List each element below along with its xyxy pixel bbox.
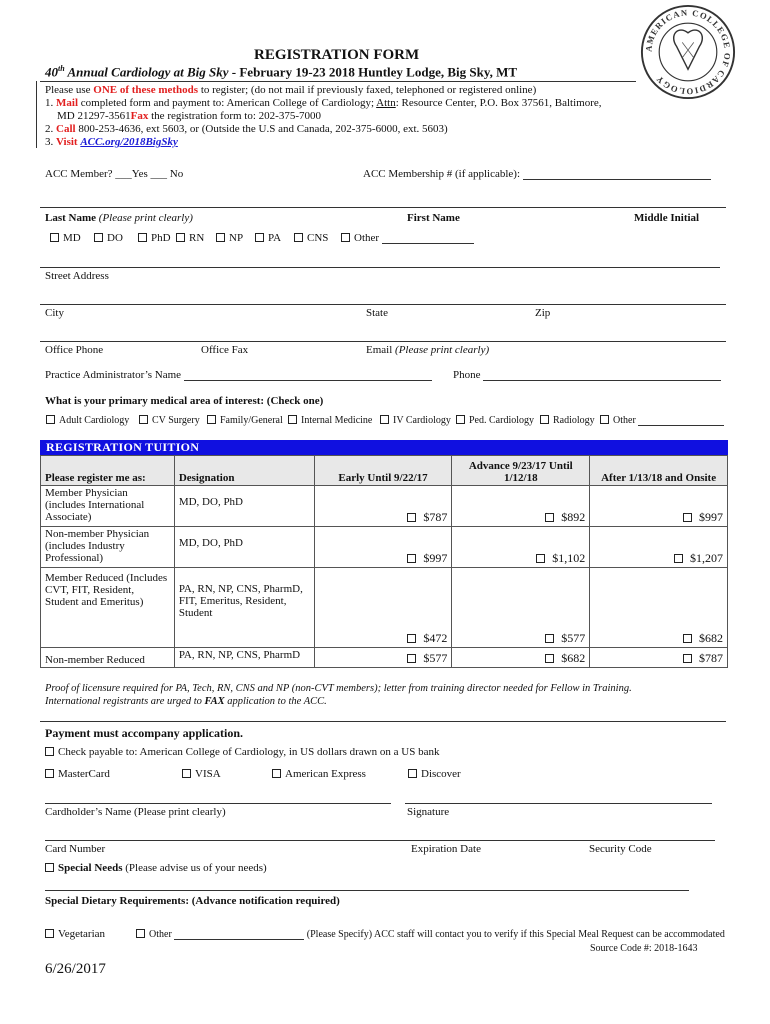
acc-membership-label: ACC Membership # (if applicable): [363, 168, 711, 180]
zip-label: Zip [535, 307, 551, 319]
payment-heading: Payment must accompany application. [45, 726, 243, 740]
card-mastercard[interactable]: MasterCard [45, 768, 110, 780]
card-amex[interactable]: American Express [272, 768, 366, 780]
header-designation: Designation [174, 456, 314, 486]
office-fax-label: Office Fax [201, 344, 249, 356]
interest-iv-cardiology[interactable]: IV Cardiology [380, 415, 451, 426]
table-row: Member Reduced (Includes CVT, FIT, Resident, Student and Emeritus) PA, RN, NP, CNS, PharmD, FIT, Emeritus, Resident, Student $472 $577 $682 [41, 568, 728, 648]
expiration-date-label: Expiration Date [411, 843, 481, 855]
degree-np[interactable]: NP [216, 232, 243, 244]
price-option[interactable]: $787 [314, 486, 452, 527]
degree-pa[interactable]: PA [255, 232, 281, 244]
price-option[interactable]: $577 [314, 648, 452, 668]
header-early: Early Until 9/22/17 [314, 456, 452, 486]
phone-field[interactable] [483, 371, 721, 381]
interest-adult-cardiology[interactable]: Adult Cardiology [46, 415, 129, 426]
interest-ped-cardiology[interactable]: Ped. Cardiology [456, 415, 534, 426]
last-name-label: Last Name (Please print clearly) [45, 212, 193, 224]
licensure-note: Proof of licensure required for PA, Tech, RN, CNS and NP (non-CVT members); letter from training director needed for Fellow in Training. [45, 683, 632, 694]
phone-label: Phone [453, 369, 721, 381]
acc-link[interactable]: ACC.org/2018BigSky [80, 136, 178, 148]
practice-admin-label: Practice Administrator’s Name [45, 369, 432, 381]
table-row: Non-member Reduced PA, RN, NP, CNS, PharmD $577 $682 $787 [41, 648, 728, 668]
card-number-label: Card Number [45, 843, 106, 855]
instructions-mail: 1. Mail completed form and payment to: American College of Cardiology; Attn: Resource Center, P.O. Box 37561, Baltimore, [45, 97, 602, 109]
check-option[interactable]: Check payable to: American College of Cardiology, in US dollars drawn on a US bank [45, 746, 439, 758]
interest-other[interactable]: Other [600, 415, 724, 426]
special-needs-option[interactable]: Special Needs (Please advise us of your needs) [45, 862, 267, 874]
form-date: 6/26/2017 [45, 961, 106, 977]
price-option[interactable]: $1,207 [590, 527, 728, 568]
header-after: After 1/13/18 and Onsite [590, 456, 728, 486]
source-code: Source Code #: 2018-1643 [590, 943, 698, 954]
price-option[interactable]: $472 [314, 568, 452, 648]
instructions-fax: MD 21297-3561Fax the registration form to: 202-375-7000 [57, 110, 321, 122]
acc-member-question[interactable]: ACC Member? ___Yes ___ No [45, 168, 184, 180]
header-advance: Advance 9/23/17 Until 1/12/18 [452, 456, 590, 486]
office-phone-label: Office Phone [45, 344, 104, 356]
degree-phd[interactable]: PhD [138, 232, 171, 244]
state-label: State [366, 307, 388, 319]
interest-family-general[interactable]: Family/General [207, 415, 283, 426]
price-option[interactable]: $892 [452, 486, 590, 527]
interest-question: What is your primary medical area of interest: (Check one) [45, 395, 324, 407]
degree-do[interactable]: DO [94, 232, 123, 244]
interest-internal-medicine[interactable]: Internal Medicine [288, 415, 372, 426]
acc-seal-logo [640, 4, 736, 100]
membership-number-field[interactable] [523, 170, 711, 180]
price-option[interactable]: $682 [452, 648, 590, 668]
practice-admin-field[interactable] [184, 371, 432, 381]
price-option[interactable]: $1,102 [452, 527, 590, 568]
price-option[interactable]: $787 [590, 648, 728, 668]
table-row: Non-member Physician (includes Industry Professional) MD, DO, PhD $997 $1,102 $1,207 [41, 527, 728, 568]
price-option[interactable]: $577 [452, 568, 590, 648]
degree-cns[interactable]: CNS [294, 232, 328, 244]
diet-vegetarian[interactable]: Vegetarian [45, 928, 105, 940]
dietary-heading: Special Dietary Requirements: (Advance notification required) [45, 895, 340, 907]
table-row: Member Physician (includes International Associate) MD, DO, PhD $787 $892 $997 [41, 486, 728, 527]
fax-note: International registrants are urged to FAX application to the ACC. [45, 696, 327, 707]
svg-text:AMERICAN COLLEGE OF CARDIOLOGY: AMERICAN COLLEGE OF CARDIOLOGY [643, 7, 733, 97]
signature-label: Signature [407, 806, 450, 818]
city-label: City [45, 307, 64, 319]
event-subtitle: 40th Annual Cardiology at Big Sky - February 19-23 2018 Huntley Lodge, Big Sky, MT [45, 64, 518, 80]
form-title: REGISTRATION FORM [254, 47, 420, 63]
price-option[interactable]: $997 [314, 527, 452, 568]
interest-cv-surgery[interactable]: CV Surgery [139, 415, 200, 426]
email-label: Email (Please print clearly) [366, 344, 490, 356]
degree-md[interactable]: MD [50, 232, 81, 244]
card-visa[interactable]: VISA [182, 768, 221, 780]
price-option[interactable]: $997 [590, 486, 728, 527]
cardholder-name-label: Cardholder’s Name (Please print clearly) [45, 806, 226, 818]
first-name-label: First Name [407, 212, 460, 224]
interest-radiology[interactable]: Radiology [540, 415, 595, 426]
card-discover[interactable]: Discover [408, 768, 461, 780]
degree-other[interactable]: Other [341, 232, 474, 244]
header-register-as: Please register me as: [41, 456, 175, 486]
registration-tuition-banner: REGISTRATION TUITION [40, 440, 728, 455]
street-address-label: Street Address [45, 270, 109, 282]
degree-rn[interactable]: RN [176, 232, 204, 244]
tuition-table [40, 455, 728, 668]
instructions-line-1: Please use ONE of these methods to register; (do not mail if previously faxed, telephoned or registered online) [45, 84, 537, 96]
security-code-label: Security Code [589, 843, 652, 855]
middle-initial-label: Middle Initial [634, 212, 700, 224]
diet-other[interactable]: Other (Please Specify) ACC staff will contact you to verify if this Special Meal Request can be accommodated [136, 929, 725, 940]
instructions-visit: 3. Visit ACC.org/2018BigSky [45, 136, 178, 148]
price-option[interactable]: $682 [590, 568, 728, 648]
instructions-call: 2. Call 800-253-4636, ext 5603, or (Outside the U.S and Canada, 202-375-6000, ext. 5603) [45, 123, 448, 135]
